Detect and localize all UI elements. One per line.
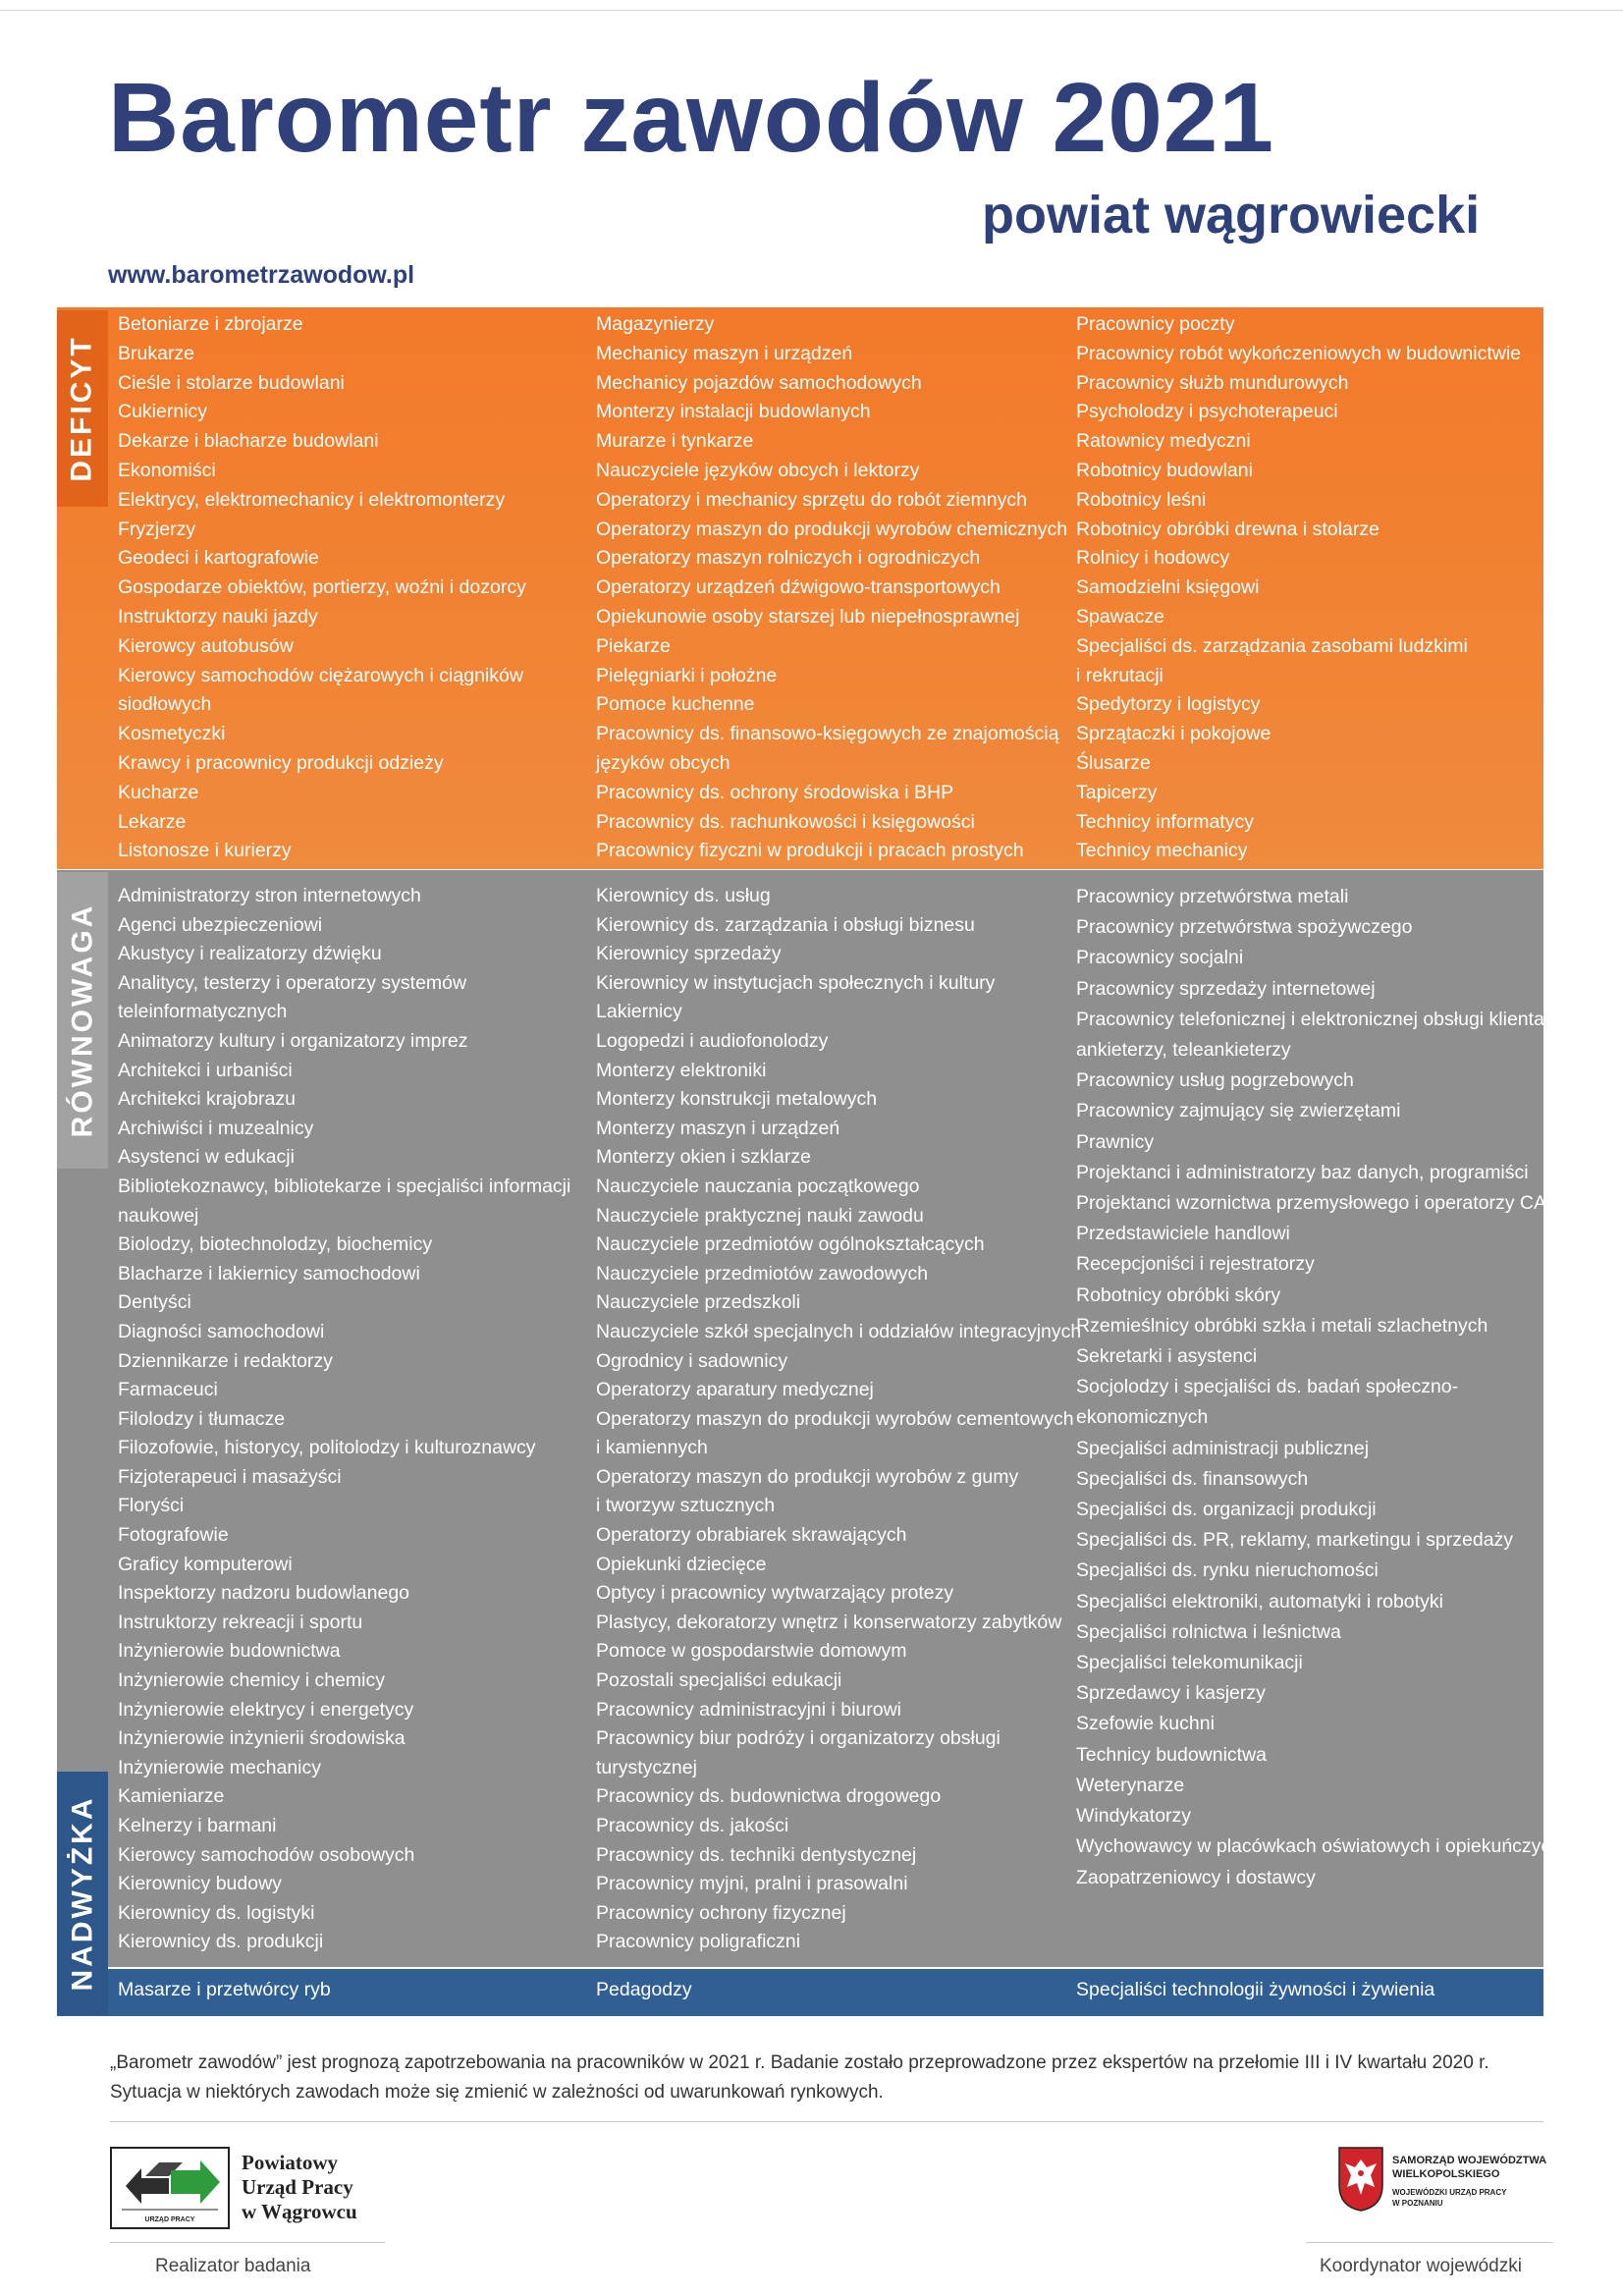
occupation-item: Floryści <box>118 1495 185 1517</box>
occupation-item: Technicy informatycy <box>1076 810 1254 833</box>
occupation-item: Kierowcy samochodów osobowych <box>118 1843 415 1866</box>
occupation-item: Fryzjerzy <box>118 518 196 540</box>
occupation-item: Akustycy i realizatorzy dźwięku <box>118 943 382 965</box>
occupation-item: Szefowie kuchni <box>1076 1713 1215 1735</box>
occupation-item: Tapicerzy <box>1076 781 1158 803</box>
occupation-item: Specjaliści administracji publicznej <box>1076 1437 1370 1459</box>
occupation-item: Diagności samochodowi <box>118 1320 325 1342</box>
occupation-item: Ekonomiści <box>118 459 216 481</box>
occupation-item: Administratorzy stron internetowych <box>118 885 421 906</box>
occupation-item: Pracownicy usług pogrzebowych <box>1076 1069 1354 1092</box>
samorzad-logo-text <box>1392 2154 1546 2209</box>
occupation-item: Zaopatrzeniowcy i dostawcy <box>1076 1866 1316 1888</box>
wup-line-2: W POZNANIU <box>1392 2199 1443 2208</box>
wup-line-1: WOJEWÓDZKI URZĄD PRACY <box>1392 2188 1507 2197</box>
occupation-item: Animatorzy kultury i organizatorzy imprez <box>118 1029 468 1052</box>
nadwyzka-column-3 <box>1076 1976 1547 2005</box>
occupation-item: Inżynierowie mechanicy <box>118 1756 322 1778</box>
occupation-item: Spedytorzy i logistycy <box>1076 693 1261 716</box>
occupation-item: i rekrutacji <box>1076 664 1163 686</box>
occupation-item: Elektrycy, elektromechanicy i elektromonterzy <box>118 488 506 511</box>
occupation-item: Nauczyciele przedmiotów zawodowych <box>596 1262 929 1285</box>
occupation-item: Kucharze <box>118 781 199 803</box>
occupation-item: Pracownicy robót wykończeniowych w budownictwie <box>1076 342 1522 364</box>
occupation-item: Kierowcy samochodów ciężarowych i ciągników <box>118 664 523 686</box>
occupation-item: Farmaceuci <box>118 1379 218 1401</box>
occupation-item: Analitycy, testerzy i operatorzy systemów <box>118 971 467 994</box>
occupation-item: Rolnicy i hodowcy <box>1076 547 1230 570</box>
occupation-item: Technicy mechanicy <box>1076 840 1248 862</box>
occupation-item: Mechanicy pojazdów samochodowych <box>596 371 922 394</box>
pup-wagrowiec-logo <box>110 2146 395 2229</box>
occupation-item: Piekarze <box>596 634 671 657</box>
occupation-item: Optycy i pracownicy wytwarzający protezy <box>596 1582 954 1605</box>
occupation-item: Kierownicy budowy <box>118 1873 282 1895</box>
occupation-item: Kierownicy ds. zarządzania i obsługi biznesu <box>596 913 975 936</box>
deficyt-label: DEFICYT <box>66 335 98 482</box>
occupation-item: Pracownicy telefonicznej i elektronicznej obsługi klienta, <box>1076 1008 1550 1030</box>
occupation-item: Nauczyciele szkół specjalnych i oddziałów integracyjnych <box>596 1320 1082 1342</box>
occupation-item: Pracownicy administracyjni i biurowi <box>596 1698 902 1721</box>
occupation-item: Pracownicy przetwórstwa metali <box>1076 886 1349 907</box>
samorzad-logo <box>1337 2146 1553 2229</box>
pup-logo-line-1: Powiatowy <box>242 2151 338 2174</box>
occupation-item: Sprzątaczki i pokojowe <box>1076 723 1271 745</box>
occupation-item: Fizjoterapeuci i masażyści <box>118 1465 342 1488</box>
nadwyzka-label: NADWYŻKA <box>66 1795 99 1992</box>
deficyt-column-3 <box>1076 310 1547 866</box>
occupation-item: Pracownicy ochrony fizycznej <box>596 1901 846 1924</box>
occupation-item: Spawacze <box>1076 605 1164 628</box>
occupation-item: Pracownicy fizyczni w produkcji i pracach prostych <box>596 840 1024 862</box>
occupation-item: Projektanci wzornictwa przemysłowego i operatorzy CAD <box>1076 1192 1561 1215</box>
occupation-item: Brukarze <box>118 342 195 364</box>
occupation-item: Cieśle i stolarze budowlani <box>118 371 345 394</box>
occupation-item: Inspektorzy nadzoru budowlanego <box>118 1582 410 1605</box>
occupation-item: Inżynierowie elektrycy i energetycy <box>118 1698 414 1721</box>
occupation-item: Prawnicy <box>1076 1130 1155 1153</box>
occupation-item: Opiekunki dziecięce <box>596 1553 767 1575</box>
occupation-item: Murarze i tynkarze <box>596 430 754 453</box>
occupation-item: Kosmetyczki <box>118 723 226 745</box>
koordynator-caption: Koordynator wojewódzki <box>1320 2256 1522 2276</box>
occupation-item: Lakiernicy <box>596 1001 682 1023</box>
occupation-item: Opiekunowie osoby starszej lub niepełnosprawnej <box>596 605 1020 628</box>
samorzad-line-1: SAMORZĄD WOJEWÓDZTWA <box>1392 2155 1547 2166</box>
occupation-item: Logopedzi i audiofonolodzy <box>596 1029 829 1052</box>
page-subtitle: powiat wągrowiecki <box>982 186 1481 245</box>
occupation-item: teleinformatycznych <box>118 1001 288 1023</box>
occupation-item: naukowej <box>118 1204 199 1227</box>
occupation-item: ekonomicznych <box>1076 1406 1209 1429</box>
occupation-item: Bibliotekoznawcy, bibliotekarze i specjaliści informacji <box>118 1175 571 1197</box>
left-caption-divider <box>110 2242 385 2243</box>
occupation-item: Sekretarki i asystenci <box>1076 1345 1258 1368</box>
occupation-item: Dziennikarze i redaktorzy <box>118 1349 333 1372</box>
occupation-item: Dekarze i blacharze budowlani <box>118 430 379 453</box>
occupation-item: Inżynierowie chemicy i chemicy <box>118 1669 386 1692</box>
occupation-item: Pielęgniarki i położne <box>596 664 778 686</box>
occupation-item: Recepcjoniści i rejestratorzy <box>1076 1253 1315 1276</box>
occupation-item: Operatorzy urządzeń dźwigowo-transportowych <box>596 576 1001 599</box>
occupation-item: Filozofowie, historycy, politolodzy i kulturoznawcy <box>118 1437 536 1459</box>
occupation-item: Fotografowie <box>118 1524 229 1547</box>
occupation-item: i kamiennych <box>596 1437 708 1459</box>
occupation-item: Pracownicy służb mundurowych <box>1076 371 1349 394</box>
occupation-item: Specjaliści ds. rynku nieruchomości <box>1076 1559 1379 1582</box>
occupation-item: Pracownicy myjni, pralni i prasowalni <box>596 1873 908 1895</box>
occupation-item: Kamieniarze <box>118 1785 225 1808</box>
pup-logo-text <box>242 2151 357 2224</box>
occupation-item: Asystenci w edukacji <box>118 1146 295 1169</box>
nadwyzka-column-2 <box>596 1976 1067 2005</box>
website-link[interactable]: www.barometrzawodow.pl <box>108 261 415 289</box>
occupation-item: Specjaliści rolnictwa i leśnictwa <box>1076 1620 1341 1643</box>
occupation-item: Blacharze i lakiernicy samochodowi <box>118 1262 420 1285</box>
pup-logo-line-3: w Wągrowcu <box>242 2200 357 2223</box>
occupation-item: turystycznej <box>596 1756 697 1778</box>
pup-logo-small-text: URZĄD PRACY <box>144 2215 195 2223</box>
occupation-item: Nauczyciele przedmiotów ogólnokształcących <box>596 1233 985 1256</box>
pup-logo-mark <box>110 2147 230 2229</box>
occupation-item: Instruktorzy rekreacji i sportu <box>118 1611 363 1633</box>
occupation-item: Inżynierowie inżynierii środowiska <box>118 1727 406 1750</box>
occupation-item: Monterzy instalacji budowlanych <box>596 401 871 423</box>
occupation-item: Projektanci i administratorzy baz danych, programiści <box>1076 1161 1529 1183</box>
occupation-item: Pracownicy poligraficzni <box>596 1931 801 1953</box>
occupation-item: Mechanicy maszyn i urządzeń <box>596 342 853 364</box>
occupation-item: Listonosze i kurierzy <box>118 840 292 862</box>
occupation-item: Kierowcy autobusów <box>118 634 294 657</box>
nadwyzka-item-2: Pedagodzy <box>596 1979 692 2000</box>
occupation-item: Instruktorzy nauki jazdy <box>118 605 318 628</box>
occupation-item: Nauczyciele nauczania początkowego <box>596 1175 920 1197</box>
rownowaga-label: RÓWNOWAGA <box>66 902 99 1138</box>
occupation-item: Specjaliści elektroniki, automatyki i robotyki <box>1076 1590 1443 1613</box>
occupation-item: Pracownicy biur podróży i organizatorzy obsługi <box>596 1727 1001 1750</box>
arrow-logo-icon <box>112 2149 228 2227</box>
occupation-item: Archiwiści i muzealnicy <box>118 1117 314 1139</box>
occupation-item: Gospodarze obiektów, portierzy, woźni i dozorcy <box>118 576 526 599</box>
occupation-item: Ślusarze <box>1076 751 1151 774</box>
occupation-item: Socjolodzy i specjaliści ds. badań społeczno- <box>1076 1376 1459 1398</box>
nadwyzka-label-tab <box>57 1772 108 2015</box>
occupation-item: Specjaliści ds. zarządzania zasobami ludzkimi <box>1076 634 1468 657</box>
occupation-item: Betoniarze i zbrojarze <box>118 313 303 335</box>
rownowaga-column-2 <box>596 882 1082 1957</box>
occupation-item: Pracownicy ds. jakości <box>596 1815 789 1836</box>
occupation-item: Robotnicy budowlani <box>1076 459 1253 481</box>
occupation-item: Operatorzy obrabiarek skrawających <box>596 1524 907 1547</box>
occupation-item: Lekarze <box>118 810 187 833</box>
occupation-item: Pracownicy ds. finansowo-księgowych ze znajomością <box>596 723 1059 745</box>
occupation-item: Weterynarze <box>1076 1774 1185 1796</box>
occupation-item: Kierownicy ds. usług <box>596 885 771 906</box>
occupation-item: Pracownicy ds. budownictwa drogowego <box>596 1785 942 1808</box>
occupation-item: Robotnicy leśni <box>1076 488 1207 511</box>
occupation-item: Pracownicy przetwórstwa spożywczego <box>1076 916 1413 939</box>
occupation-item: Architekci i urbaniści <box>118 1059 293 1081</box>
occupation-item: Cukiernicy <box>118 401 208 423</box>
occupation-item: Przedstawiciele handlowi <box>1076 1223 1290 1245</box>
occupation-item: Nauczyciele języków obcych i lektorzy <box>596 459 920 481</box>
occupation-item: Monterzy konstrukcji metalowych <box>596 1088 878 1111</box>
occupation-item: Robotnicy obróbki skóry <box>1076 1284 1281 1306</box>
pup-logo-line-2: Urząd Pracy <box>242 2175 353 2199</box>
nadwyzka-column-1 <box>118 1976 589 2005</box>
occupation-item: Dentyści <box>118 1291 191 1314</box>
occupation-item: Pracownicy ds. rachunkowości i księgowości <box>596 810 975 833</box>
occupation-item: Operatorzy maszyn rolniczych i ogrodniczych <box>596 547 981 570</box>
occupation-item: Specjaliści ds. organizacji produkcji <box>1076 1499 1377 1521</box>
deficyt-column-1 <box>118 310 589 866</box>
rownowaga-label-tab <box>57 872 108 1169</box>
occupation-item: Operatorzy maszyn do produkcji wyrobów z gumy <box>596 1465 1019 1488</box>
occupation-item: Pracownicy ds. techniki dentystycznej <box>596 1843 917 1866</box>
occupation-item: Sprzedawcy i kasjerzy <box>1076 1682 1266 1705</box>
occupation-item: Windykatorzy <box>1076 1805 1192 1828</box>
rownowaga-column-1 <box>118 882 589 1957</box>
occupation-item: ankieterzy, teleankieterzy <box>1076 1039 1291 1062</box>
occupation-item: Graficy komputerowi <box>118 1553 293 1575</box>
rownowaga-column-3 <box>1076 882 1562 1893</box>
occupation-item: Ogrodnicy i sadownicy <box>596 1349 788 1372</box>
occupation-item: i tworzyw sztucznych <box>596 1495 776 1517</box>
right-caption-divider <box>1306 2242 1553 2243</box>
deficyt-column-2 <box>596 310 1067 866</box>
occupation-item: Inżynierowie budownictwa <box>118 1640 341 1663</box>
occupation-item: Operatorzy i mechanicy sprzętu do robót ziemnych <box>596 488 1027 511</box>
occupation-item: Operatorzy aparatury medycznej <box>596 1379 874 1401</box>
occupation-item: Robotnicy obróbki drewna i stolarze <box>1076 518 1380 540</box>
occupation-item: Specjaliści telekomunikacji <box>1076 1652 1303 1674</box>
nadwyzka-item-1: Masarze i przetwórcy ryb <box>118 1979 331 2000</box>
occupation-item: Kierownicy ds. logistyki <box>118 1901 315 1924</box>
occupation-item: Ratownicy medyczni <box>1076 430 1251 453</box>
occupation-item: Filolodzy i tłumacze <box>118 1407 286 1430</box>
occupation-item: Wychowawcy w placówkach oświatowych i opiekuńczych <box>1076 1835 1562 1858</box>
occupation-item: Kierownicy w instytucjach społecznych i kultury <box>596 971 996 994</box>
occupation-item: Pomoce w gospodarstwie domowym <box>596 1640 907 1663</box>
occupation-item: Monterzy okien i szklarze <box>596 1146 811 1169</box>
footer-divider <box>110 2121 1543 2122</box>
occupation-item: siodłowych <box>118 693 212 716</box>
nadwyzka-item-3: Specjaliści technologii żywności i żywienia <box>1076 1979 1435 2000</box>
occupation-item: Pozostali specjaliści edukacji <box>596 1669 842 1692</box>
occupation-item: Operatorzy maszyn do produkcji wyrobów chemicznych <box>596 518 1068 540</box>
occupation-item: Nauczyciele praktycznej nauki zawodu <box>596 1204 924 1227</box>
occupation-item: Pomoce kuchenne <box>596 693 755 716</box>
occupation-item: Monterzy elektroniki <box>596 1059 767 1081</box>
occupation-item: Kelnerzy i barmani <box>118 1815 277 1836</box>
occupation-item: Kierownicy sprzedaży <box>596 943 782 965</box>
occupation-item: Specjaliści ds. finansowych <box>1076 1467 1309 1490</box>
occupation-item: Geodeci i kartografowie <box>118 547 319 570</box>
occupation-item: Specjaliści ds. PR, reklamy, marketingu i sprzedaży <box>1076 1529 1514 1552</box>
eagle-crest-icon <box>1337 2146 1384 2213</box>
top-border-line <box>0 10 1623 11</box>
occupation-item: Samodzielni księgowi <box>1076 576 1260 599</box>
occupation-item: Agenci ubezpieczeniowi <box>118 913 323 936</box>
occupation-item: Pracownicy poczty <box>1076 313 1235 335</box>
realizator-caption: Realizator badania <box>155 2256 311 2276</box>
occupation-item: Krawcy i pracownicy produkcji odzieży <box>118 751 444 774</box>
occupation-item: Pracownicy sprzedaży internetowej <box>1076 977 1376 1000</box>
occupation-item: Pracownicy zajmujący się zwierzętami <box>1076 1100 1401 1122</box>
occupation-item: Monterzy maszyn i urządzeń <box>596 1117 840 1139</box>
footnote-text: „Barometr zawodów” jest prognozą zapotrzebowania na pracowników w 2021 r. Badanie zostało przeprowadzone przez ekspertów na przełomie III i IV kwartału 2020 r. Sytuacja w niektórych zawodach może się zmienić w zależności od uwarunkowań rynkowych. <box>110 2052 1489 2103</box>
occupation-item: Technicy budownictwa <box>1076 1743 1268 1766</box>
deficyt-label-tab <box>57 310 108 507</box>
occupation-item: języków obcych <box>596 751 730 774</box>
occupation-item: Pracownicy ds. ochrony środowiska i BHP <box>596 781 954 803</box>
occupation-item: Pracownicy socjalni <box>1076 947 1244 969</box>
samorzad-line-2: WIELKOPOLSKIEGO <box>1392 2168 1500 2180</box>
occupation-item: Magazynierzy <box>596 313 715 335</box>
occupation-item: Architekci krajobrazu <box>118 1088 296 1111</box>
page-title: Barometr zawodów 2021 <box>108 63 1275 173</box>
occupation-item: Psycholodzy i psychoterapeuci <box>1076 401 1338 423</box>
occupation-item: Kierownicy ds. produkcji <box>118 1931 324 1953</box>
occupation-item: Biolodzy, biotechnolodzy, biochemicy <box>118 1233 433 1256</box>
occupation-item: Plastycy, dekoratorzy wnętrz i konserwatorzy zabytków <box>596 1611 1062 1633</box>
occupation-item: Operatorzy maszyn do produkcji wyrobów cementowych <box>596 1407 1074 1430</box>
occupation-item: Nauczyciele przedszkoli <box>596 1291 801 1314</box>
occupation-item: Rzemieślnicy obróbki szkła i metali szlachetnych <box>1076 1314 1488 1337</box>
